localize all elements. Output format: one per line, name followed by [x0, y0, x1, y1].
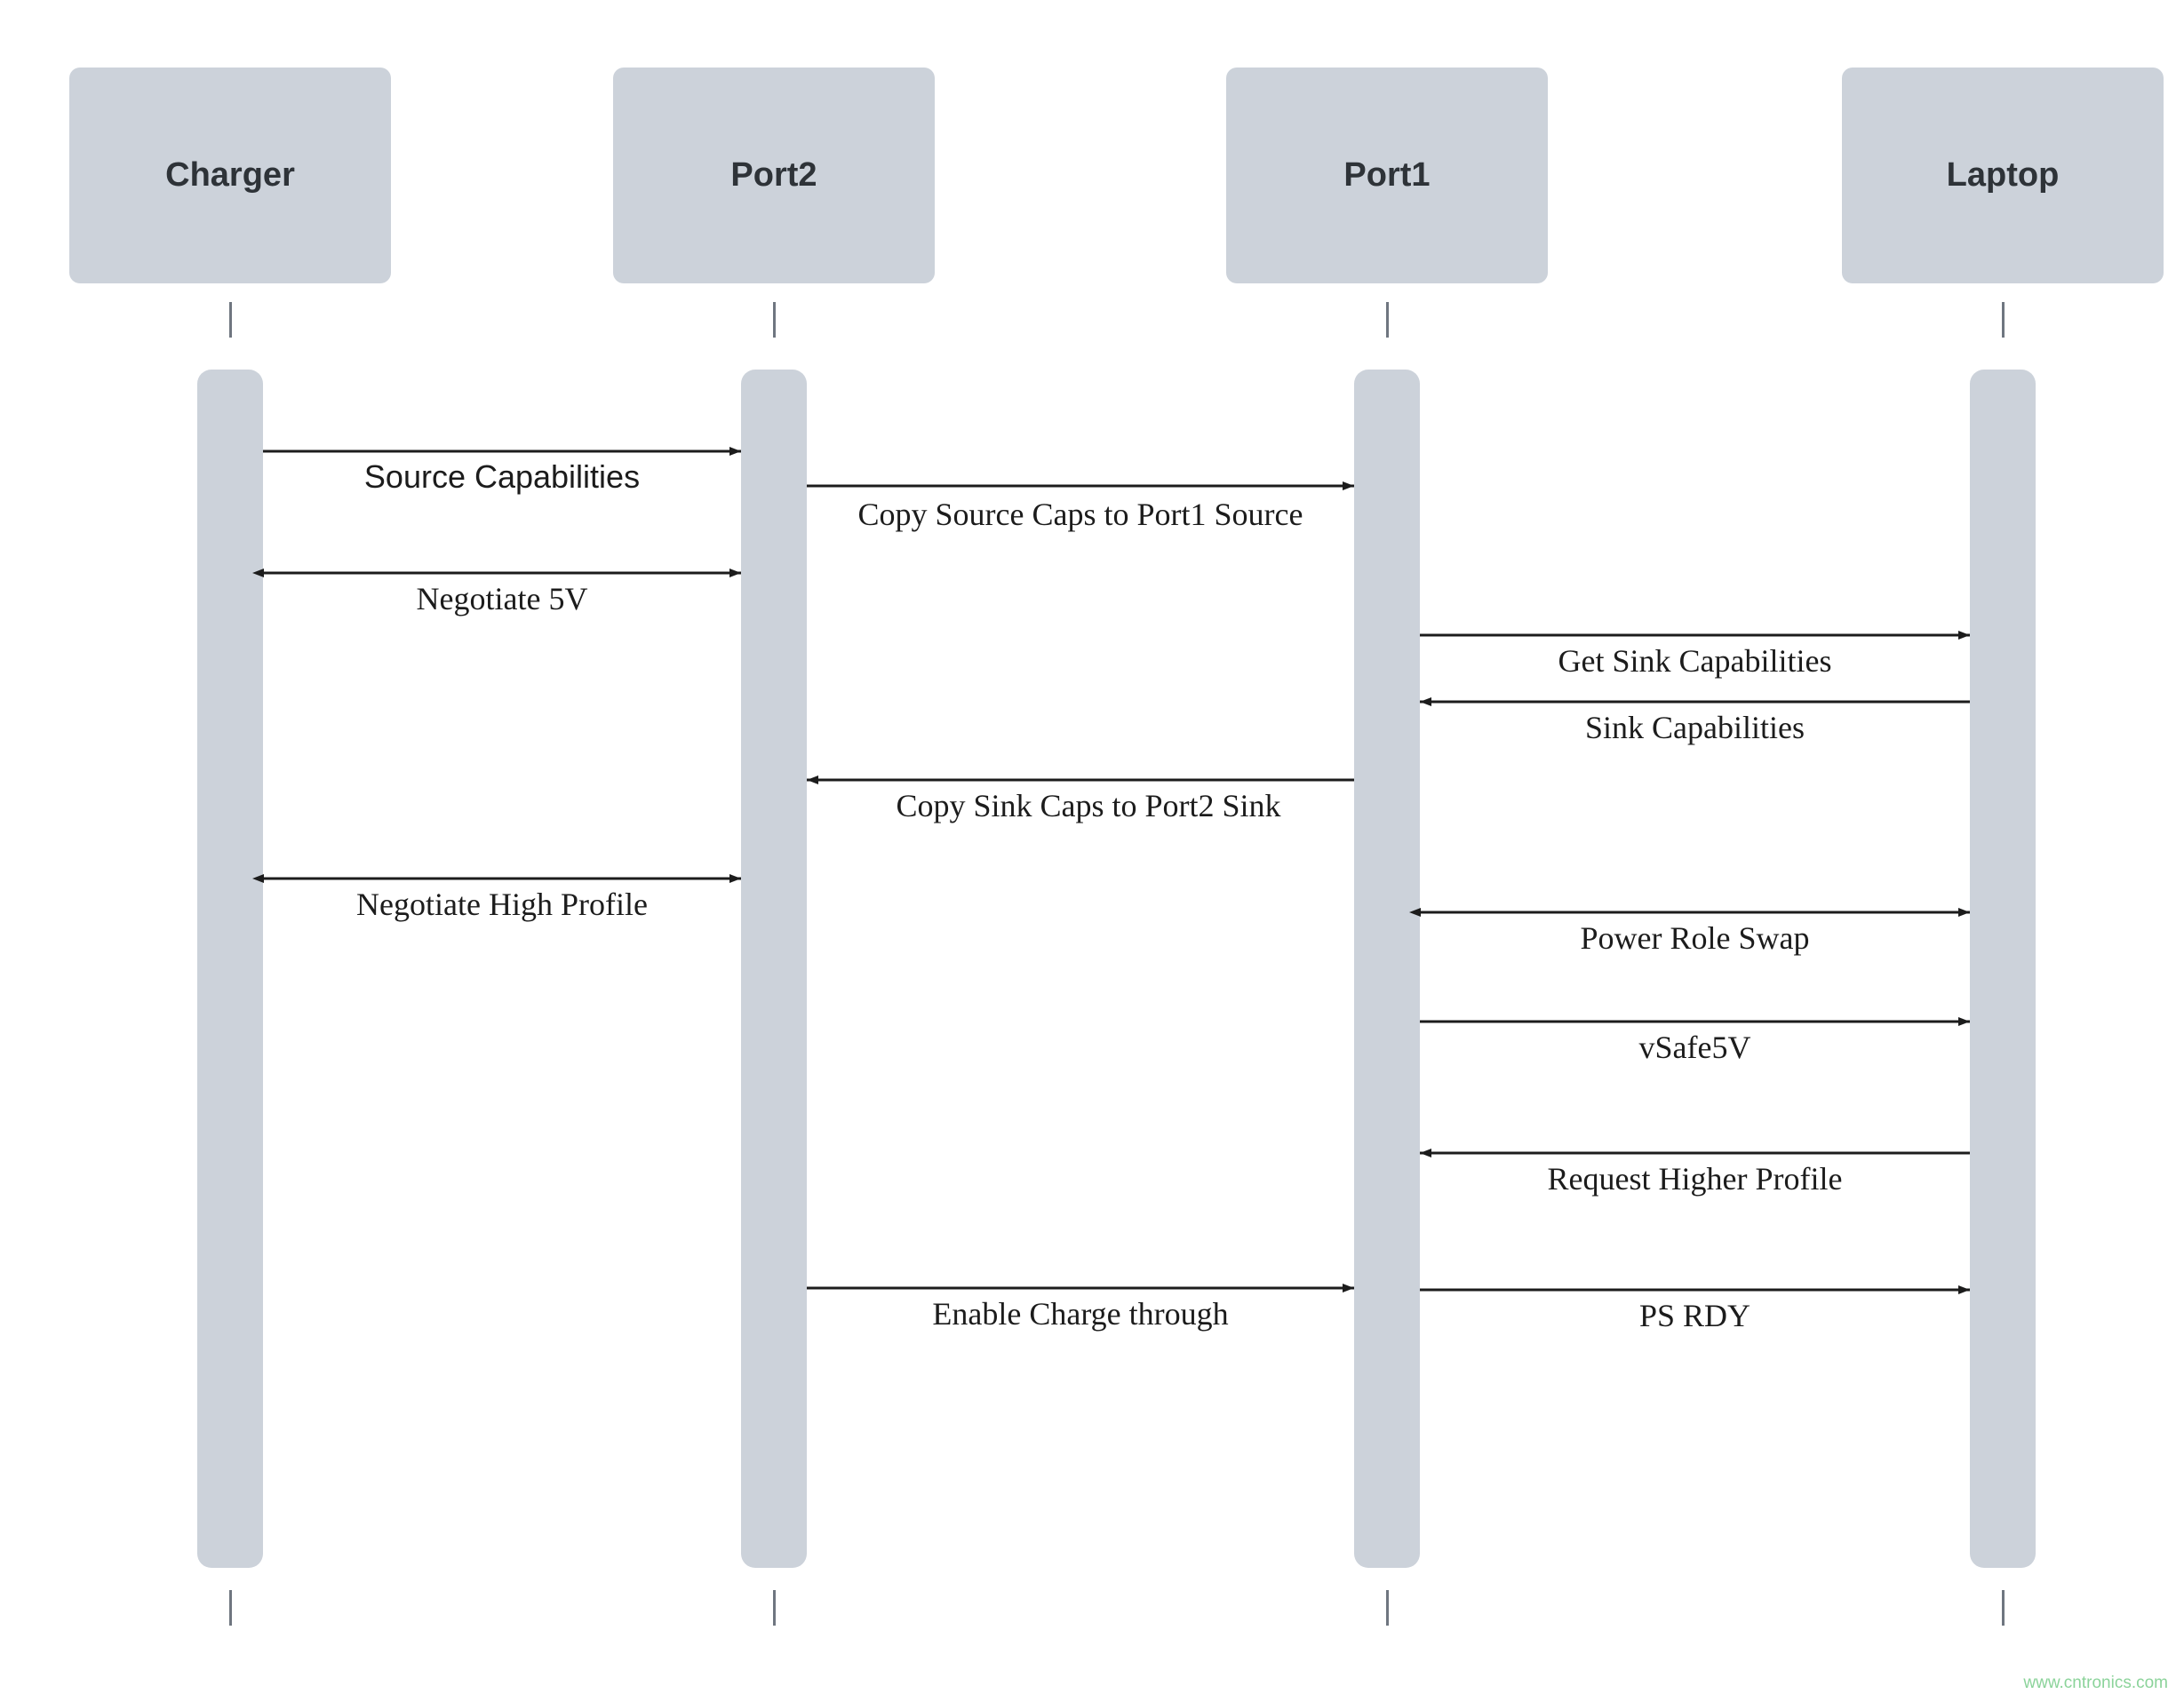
- message-label-copy-source-caps: Copy Source Caps to Port1 Source: [857, 497, 1303, 532]
- activation-bar-charger: [197, 370, 263, 1568]
- participant-box-port2[interactable]: [613, 68, 935, 283]
- participant-label-port2: Port2: [730, 156, 817, 194]
- lifeline-stub-port2-bottom: [773, 1590, 776, 1626]
- participant-box-port1[interactable]: [1226, 68, 1548, 283]
- activation-bar-port1: [1354, 370, 1420, 1568]
- message-label-request-higher-profile: Request Higher Profile: [1547, 1161, 1843, 1197]
- message-label-enable-charge-through: Enable Charge through: [932, 1296, 1229, 1332]
- lifeline-stub-charger-bottom: [229, 1590, 232, 1626]
- lifeline-stub-laptop-bottom: [2002, 1590, 2005, 1626]
- lifeline-stub-port1-bottom: [1386, 1590, 1389, 1626]
- lifeline-stub-port2-top: [773, 302, 776, 338]
- activation-bar-port2: [741, 370, 807, 1568]
- message-label-ps-rdy: PS RDY: [1638, 1298, 1751, 1333]
- lifeline-stub-laptop-top: [2002, 302, 2005, 338]
- participant-label-port1: Port1: [1343, 156, 1431, 194]
- message-label-negotiate-high-profile: Negotiate High Profile: [356, 887, 648, 922]
- watermark: www.cntronics.com: [2023, 1674, 2168, 1692]
- activation-bar-laptop: [1970, 370, 2036, 1568]
- message-label-sink-capabilities: Sink Capabilities: [1585, 710, 1805, 745]
- participant-box-charger[interactable]: [69, 68, 391, 283]
- message-label-copy-sink-caps: Copy Sink Caps to Port2 Sink: [896, 788, 1281, 823]
- message-label-get-sink-capabilities: Get Sink Capabilities: [1558, 643, 1832, 679]
- lifeline-stub-port1-top: [1386, 302, 1389, 338]
- participant-label-laptop: Laptop: [1946, 156, 2060, 194]
- message-label-source-capabilities: Source Capabilities: [363, 458, 641, 495]
- participant-label-charger: Charger: [165, 156, 295, 194]
- message-label-power-role-swap: Power Role Swap: [1580, 920, 1810, 956]
- message-label-negotiate-5v: Negotiate 5V: [416, 581, 588, 616]
- participant-box-laptop[interactable]: [1842, 68, 2164, 283]
- message-label-vsafe5v: vSafe5V: [1638, 1030, 1751, 1065]
- lifeline-stub-charger-top: [229, 302, 232, 338]
